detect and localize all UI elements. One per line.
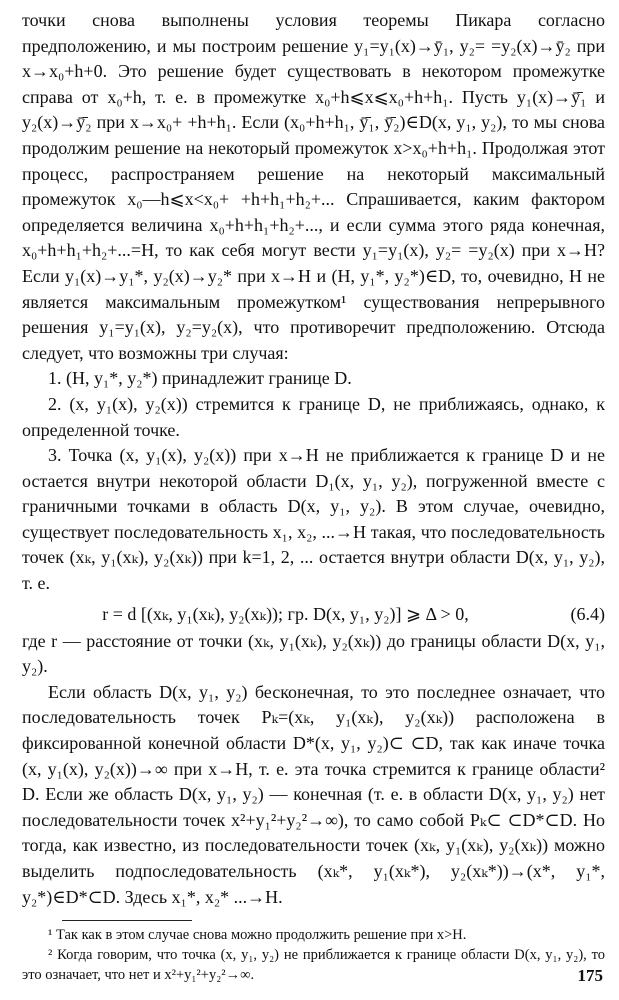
case-3: 3. Точка (x, y₁(x), y₂(x)) при x→H не приближается к границе D и не остается внутри некоторой области D₁(x, y₁, y₂), погруженной вместе с граничными точками в область D(x, y₁, y₂). В этом случае, очевидно, существует последовательность x₁, x₂, ...→H такая, что последовательность точек (xₖ, y₁(xₖ), y₂(xₖ)) при k=1, 2, ... остается внутри области D(x, y₁, y₂), т. е. (22, 445, 605, 594)
paragraph-last: Если область D(x, y₁, y₂) бесконечная, то это последнее означает, что последовательность точек Pₖ=(xₖ, y₁(xₖ), y₂(xₖ)) расположена в фиксированной конечной области D*(x, y₁, y₂)⊂ ⊂D, так как иначе точка (x, y₁(x), y₂(x))→∞ при x→H, т. е. эта точка стремится к границе области² D. Если же область D(x, y₁, y₂) — конечная (т. е. в области D(x, y₁, y₂) нет последовательности точек x²+y₁²+y₂²→∞), то само собой Pₖ⊂ ⊂D*⊂D. Но тогда, как известно, из последовательности точек (xₖ, y₁(xₖ), y₂(xₖ)) можно выделить подпоследовательность (xₖ*, y₁(xₖ*), y₂(xₖ*))→(x*, y₁*, y₂*)∈D*⊂D. Здесь x₁*, x₂* ...→H. (22, 681, 605, 907)
case-1: 1. (H, y₁*, y₂*) принадлежит границе D. (48, 368, 352, 389)
page-number: 175 (577, 966, 603, 985)
paragraph-continuation: точки снова выполнены условия теоремы Пикара согласно предположению, и мы построим решение y₁=y₁(x)→ȳ₁, y₂= =y₂(x)→ȳ₂ при x→x₀+h+0. Это решение будет существовать в некотором промежутке справа от x₀+h, т. е. в промежутке x₀+h⩽x⩽x₀+h+h₁. Пусть y₁(x)→ȳ̄₁ и y₂(x)→ȳ̄₂ при x→x₀+ +h+h₁. Если (x₀+h+h₁, ȳ̄₁, ȳ̄₂)∈D(x, y₁, y₂), то мы снова продолжим решение на некоторый промежуток x>x₀+h+h₁. Продолжая этот процесс, распространяем решение на некоторый максимальный промежуток x₀—h⩽x<x₀+ +h+h₁+h₂+... Спрашивается, каким фактором определяется величина x₀+h+h₁+h₂+..., и если сумма этого ряда конечная, x₀+h+h₁+h₂+...=H, то как себя могут вести y₁=y₁(x), y₂= =y₂(x) при x→H? Если y₁(x)→y₁*, y₂(x)→y₂* при x→H и (H, y₁*, y₂*)∈D, то, очевидно, H не является максимальным промежутком¹ существования непрерывного решения y₁=y₁(x), y₂=y₂(x), что противоречит предположению. Отсюда следует, что возможны три случая: (22, 10, 605, 363)
equation-6-4 (22, 599, 605, 629)
footnote-2: ² Когда говорим, что точка (x, y₁, y₂) не приближается к границе области D(x, y₁, y₂), то это означает, что нет и x²+y₁²+y₂²→∞. (22, 947, 605, 984)
case-2: 2. (x, y₁(x), y₂(x)) стремится к границе D, не приближаясь, однако, к определенной точке. (22, 393, 605, 440)
footnotes (22, 925, 605, 985)
equation-formula: r = d [(xₖ, y₁(xₖ), y₂(xₖ)); гр. D(x, y₁, y₂)] ⩾ Δ > 0, (102, 603, 469, 624)
footnote-1: ¹ Так как в этом случае снова можно продолжить решение при x>H. (48, 927, 467, 944)
equation-number: (6.4) (570, 603, 605, 624)
paragraph-after-equation: где r — расстояние от точки (xₖ, y₁(xₖ), y₂(xₖ)) до границы области D(x, y₁, y₂). (22, 630, 605, 677)
footnote-divider (62, 920, 192, 921)
main-text (22, 8, 605, 910)
